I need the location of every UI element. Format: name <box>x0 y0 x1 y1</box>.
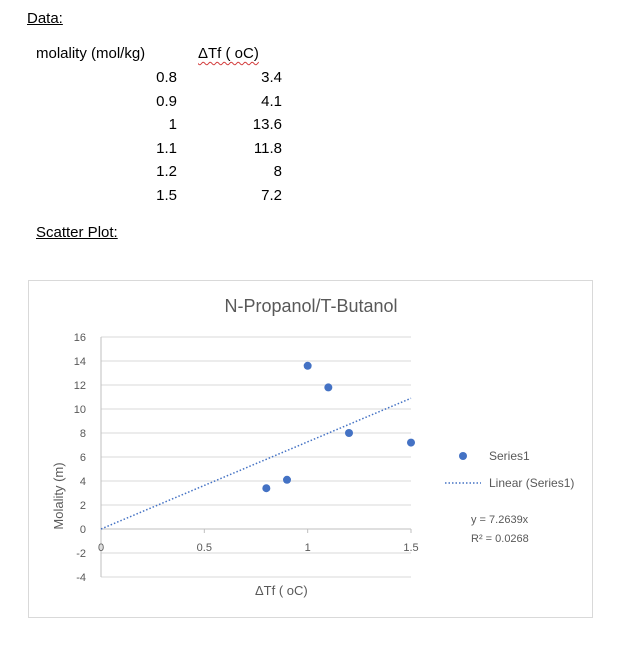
x-axis-title: ΔTf ( oC) <box>255 583 308 598</box>
trendline-equation: y = 7.2639x <box>471 514 529 526</box>
x-tick-label: 1.5 <box>403 542 419 554</box>
y-tick-label: 0 <box>79 524 86 536</box>
data-points <box>262 362 415 492</box>
data-point <box>283 476 291 484</box>
table-cell-delta-tf: 4.1 <box>261 92 282 110</box>
y-tick-label: -2 <box>76 548 86 560</box>
x-tick-label: 1 <box>304 542 311 554</box>
y-axis-title: Molality (m) <box>51 462 66 530</box>
table-cell-molality: 0.9 <box>156 92 177 110</box>
trendline-r-squared: R² = 0.0268 <box>471 533 529 545</box>
y-tick-label: 10 <box>73 404 86 416</box>
x-tick-label: 0 <box>97 542 105 554</box>
y-tick-label: 16 <box>73 332 86 344</box>
chart-title: N-Propanol/T-Butanol <box>224 296 398 316</box>
legend-marker-series1 <box>459 452 467 460</box>
table-header-delta-tf: ΔTf ( oC) <box>198 45 259 62</box>
y-tick-label: 2 <box>79 500 86 512</box>
y-tick-label: 6 <box>79 452 86 464</box>
table-cell-delta-tf: 7.2 <box>261 186 282 204</box>
grid-lines <box>101 337 411 577</box>
y-tick-label: 4 <box>79 476 86 488</box>
tick-labels <box>74 332 419 584</box>
table-header-molality: molality (mol/kg) <box>36 45 146 62</box>
table-cell-delta-tf: 8 <box>273 163 282 180</box>
scatter-plot-heading: Scatter Plot: <box>36 224 118 241</box>
y-tick-label: -4 <box>76 572 86 584</box>
y-tick-label: 12 <box>73 380 86 392</box>
table-cell-molality: 1.1 <box>156 139 177 157</box>
table-cell-molality: 1 <box>168 116 177 133</box>
table-cell-molality: 0.8 <box>156 69 177 86</box>
chart-area <box>28 280 593 618</box>
table-cell-delta-tf: 13.6 <box>252 116 282 133</box>
y-tick-label: 14 <box>73 356 86 368</box>
data-point <box>262 484 270 492</box>
legend-label-series1: Series1 <box>489 449 530 463</box>
data-point <box>407 439 415 447</box>
legend <box>445 449 574 490</box>
data-point <box>304 362 312 370</box>
data-heading: Data: <box>27 10 63 27</box>
legend-label-trendline: Linear (Series1) <box>489 476 575 490</box>
x-tick-label: 0.5 <box>196 542 212 554</box>
data-point <box>345 429 353 437</box>
scatter-chart <box>29 281 594 619</box>
table-cell-delta-tf: 3.4 <box>261 69 282 86</box>
y-tick-label: 8 <box>79 428 86 440</box>
trendline-path <box>101 398 411 529</box>
table-cell-delta-tf: 11.8 <box>253 139 282 157</box>
table-cell-molality: 1.5 <box>156 186 177 204</box>
table-cell-molality: 1.2 <box>156 163 177 180</box>
data-point <box>324 383 332 391</box>
trendline <box>101 398 411 529</box>
